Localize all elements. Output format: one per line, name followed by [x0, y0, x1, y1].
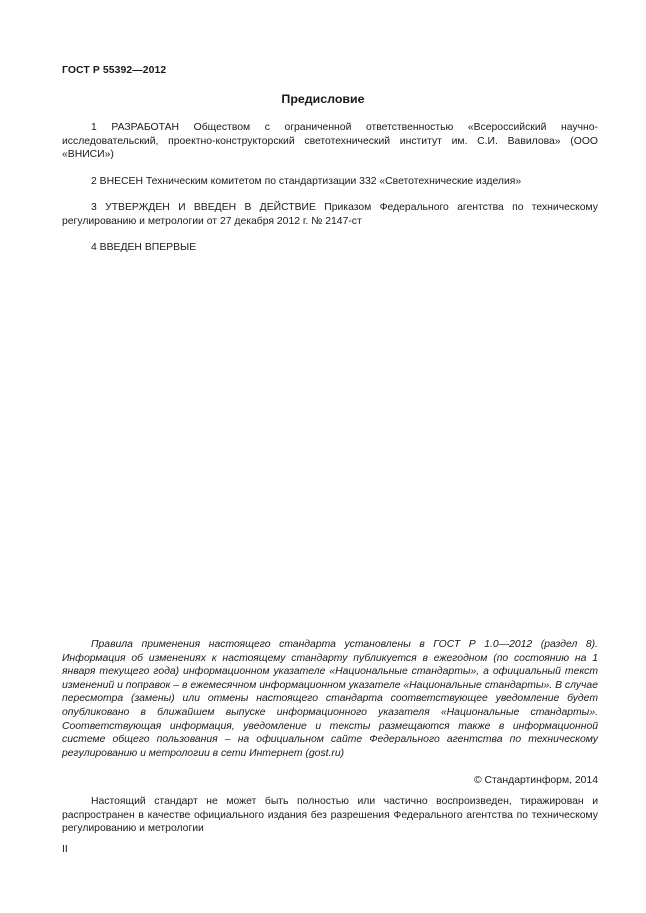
page-number: II [62, 844, 68, 855]
preface-item-3 [62, 201, 598, 228]
notice-text: Правила применения настоящего стандарта установлены в ГОСТ Р 1.0—2012 (раздел 8). Информация об изменениях к настоящему стандарту публикуется в ежегодном (по состоянию на 1 января текущего года) информационном указателе «Национальные стандарты», а официальный текст изменений и поправок – в ежемесячном информационном указателе «Национальные стандарты». В случае пересмотра (замены) или отмены настоящего стандарта соответствующее уведомление будет опубликовано в ближайшем выпуске информационного указателя «Национальные стандарты». Соответствующая информация, уведомление и тексты размещаются также в информационной системе общего пользования – на официальном сайте Федерального агентства по техническому регулированию и метрологии в сети Интернет (gost.ru) [62, 639, 598, 759]
reproduction-block [62, 795, 598, 836]
preface-item-2 [62, 175, 598, 189]
preface-title: Предисловие [281, 92, 365, 106]
preface-item-4 [62, 241, 598, 255]
copyright-line: © Стандартинформ, 2014 [473, 775, 598, 786]
preface-item-1 [62, 121, 598, 162]
reproduction-text: Настоящий стандарт не может быть полностью или частично воспроизведен, тиражирован и распространен в качестве официального издания без разрешения Федерального агентства по техническому регулированию и метрологии [62, 796, 598, 835]
preface-item-text: 3 УТВЕРЖДЕН И ВВЕДЕН В ДЕЙСТВИЕ Приказом Федерального агентства по техническому регулированию и метрологии от 27 декабря 2012 г. № 2147-ст [62, 202, 598, 227]
preface-item-text: 2 ВНЕСЕН Техническим комитетом по стандартизации 332 «Светотехнические изделия» [91, 176, 522, 187]
notice-block [62, 638, 598, 760]
preface-item-text: 1 РАЗРАБОТАН Обществом с ограниченной ответственностью «Всероссийский научно-исследовательский, проектно-конструкторский светотехнический институт им. С.И. Вавилова» (ООО «ВНИСИ») [62, 122, 598, 161]
standard-id: ГОСТ Р 55392—2012 [62, 65, 167, 76]
preface-item-text: 4 ВВЕДЕН ВПЕРВЫЕ [91, 242, 197, 253]
